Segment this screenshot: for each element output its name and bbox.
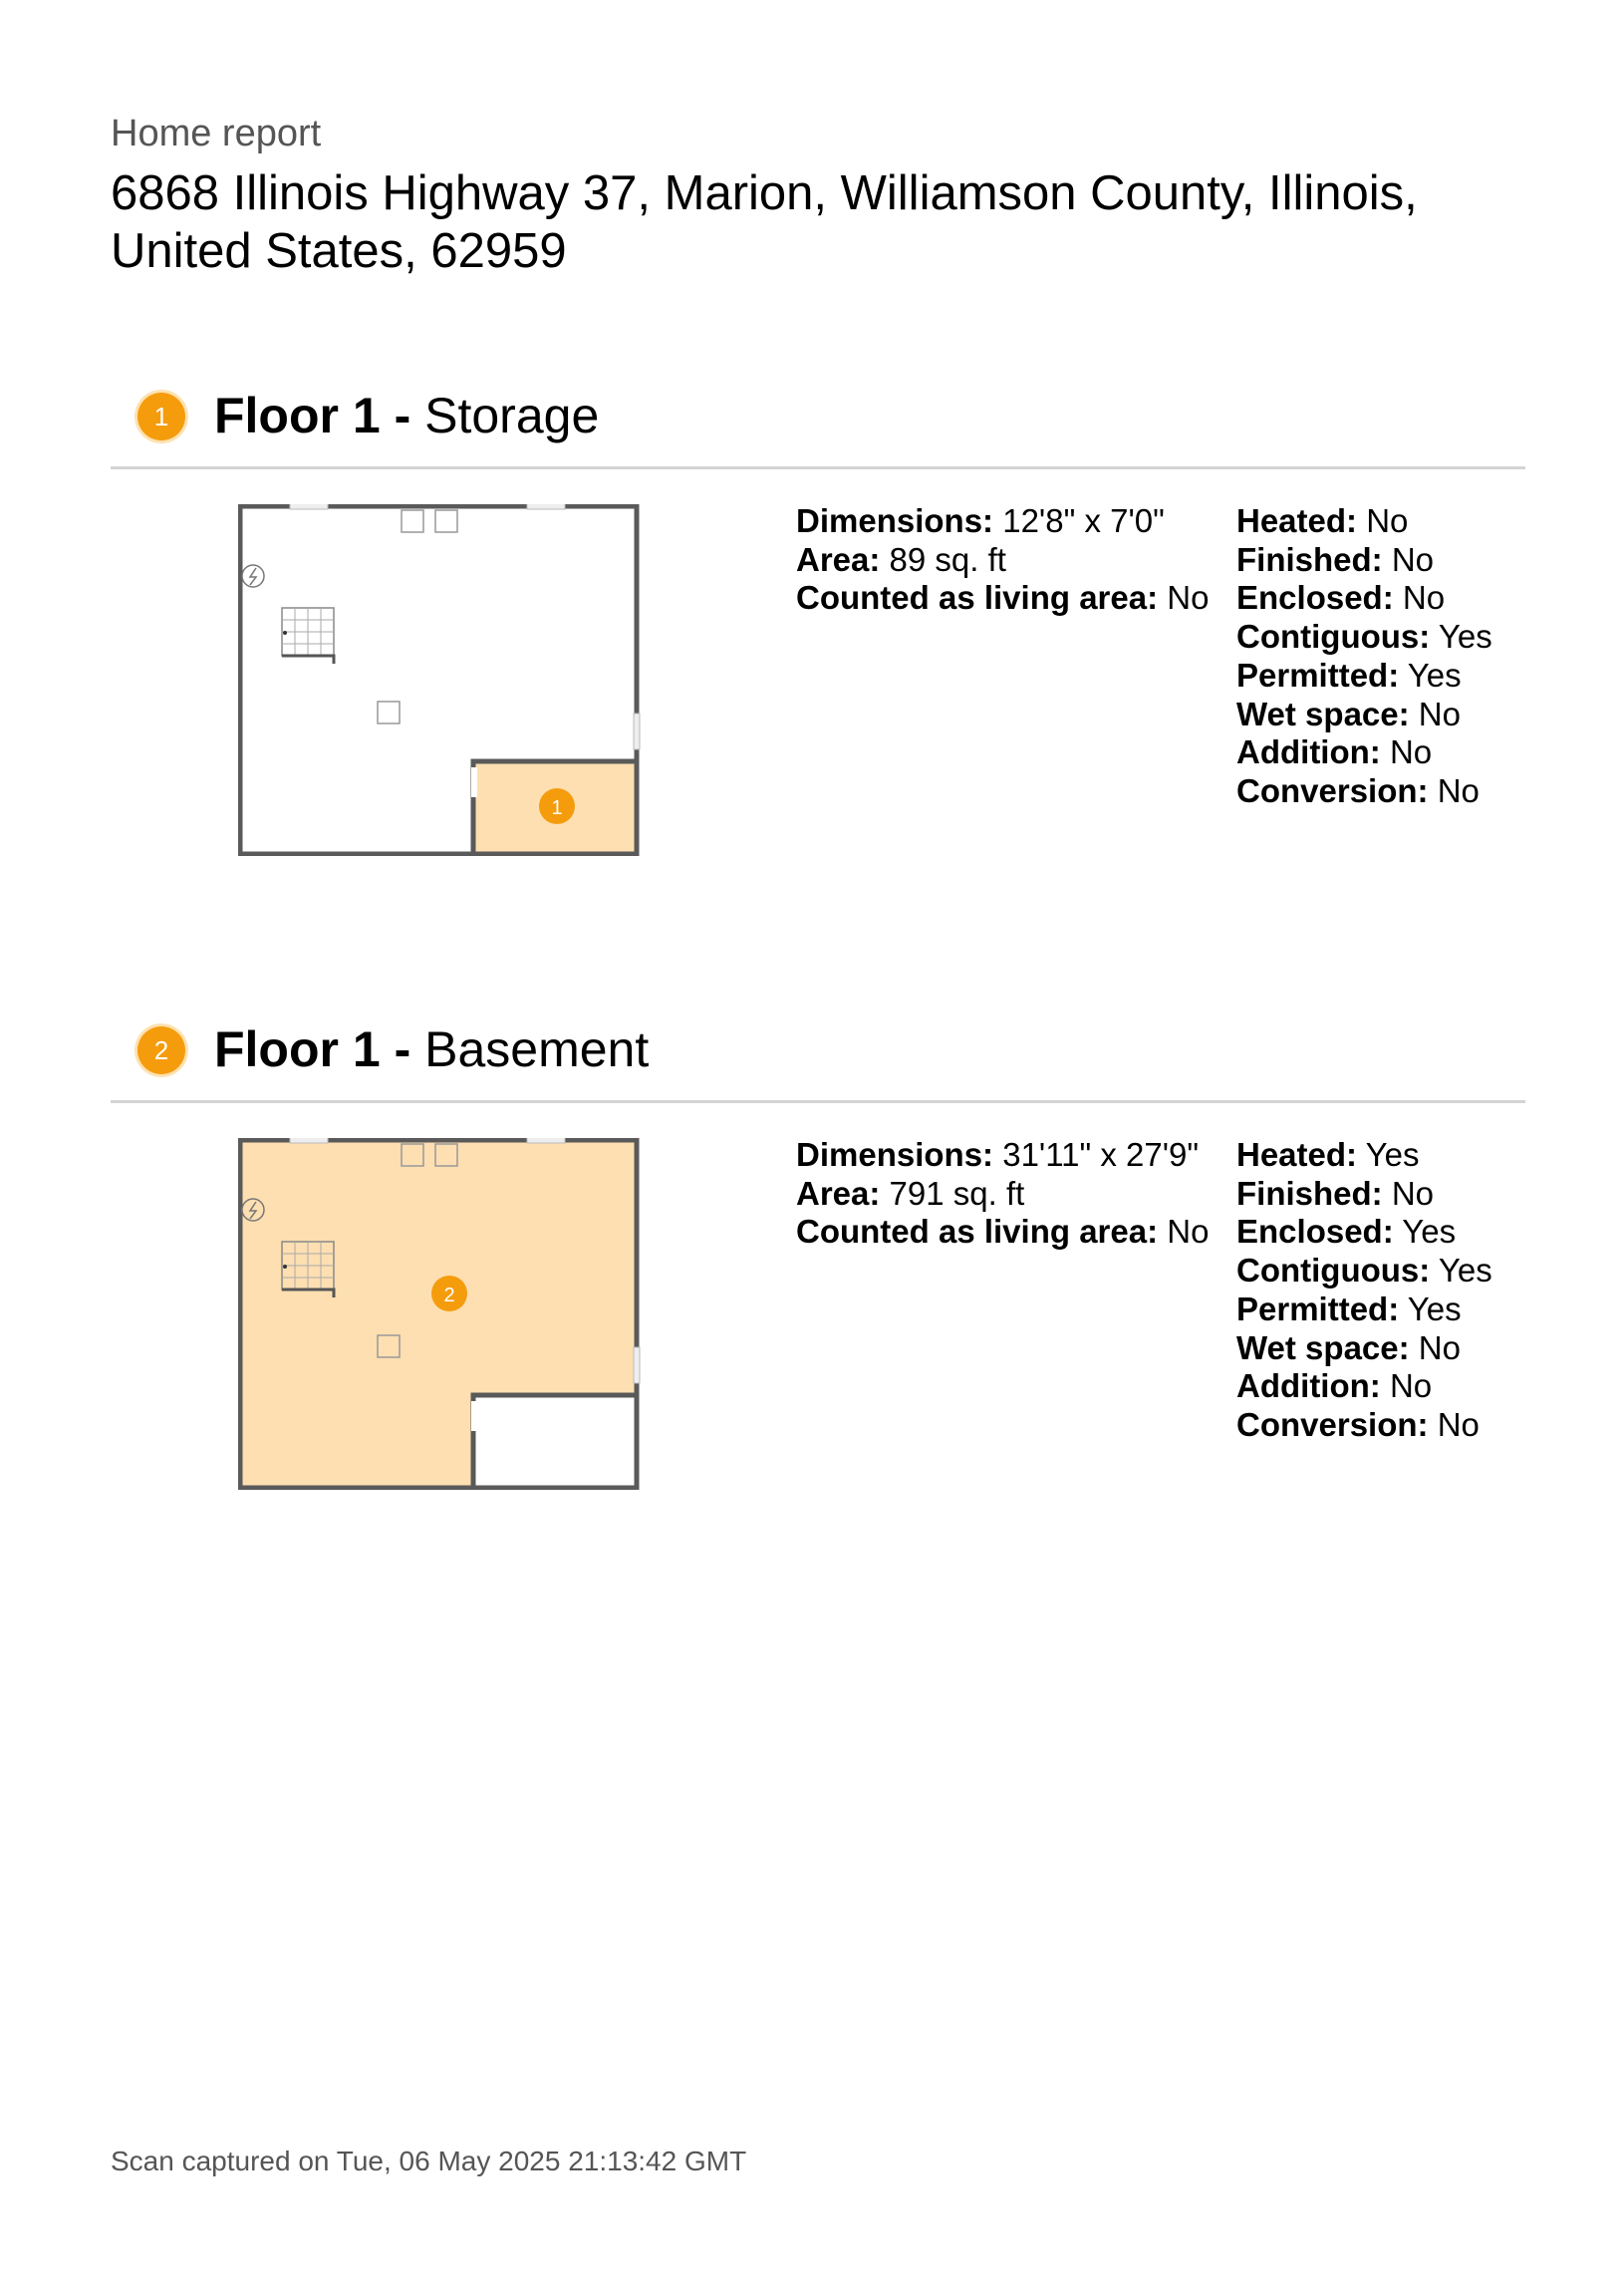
plan-room-badge: [431, 1276, 467, 1311]
floor-label: Floor 1: [214, 388, 381, 443]
fixture-box: [435, 1144, 457, 1166]
details-primary: [796, 502, 1209, 618]
detail-value: Yes: [1438, 1252, 1492, 1290]
stairs-icon: [282, 1242, 334, 1297]
room-section-storage: [111, 379, 1525, 819]
detail-label: Contiguous:: [1236, 1252, 1431, 1290]
window-left: [290, 1138, 328, 1143]
detail-dimensions: [796, 1136, 1209, 1175]
room-name: Basement: [424, 1021, 650, 1077]
detail-heated: [1236, 502, 1492, 541]
section-title: [214, 1016, 649, 1082]
plan-room-badge: [539, 788, 575, 824]
title-separator: -: [380, 388, 425, 443]
detail-value: No: [1437, 1405, 1480, 1443]
detail-enclosed: [1236, 579, 1492, 618]
section-divider: [111, 1100, 1525, 1103]
window-right: [527, 1138, 565, 1143]
detail-label: Heated:: [1236, 502, 1358, 539]
detail-label: Counted as living area:: [796, 579, 1159, 617]
detail-label: Addition:: [1236, 733, 1381, 771]
detail-value: No: [1167, 579, 1210, 617]
detail-label: Heated:: [1236, 1136, 1358, 1173]
detail-value: No: [1391, 1174, 1435, 1212]
detail-heated: [1236, 1136, 1492, 1175]
detail-value: No: [1366, 502, 1409, 539]
details-attributes: [1236, 502, 1492, 811]
detail-living-area: [796, 1213, 1209, 1252]
detail-label: Dimensions:: [796, 1136, 994, 1173]
detail-area: [796, 541, 1209, 580]
plan-badge-text: 2: [443, 1285, 455, 1306]
window-side: [634, 1347, 640, 1383]
storage-door: [471, 767, 477, 797]
fixture-box: [378, 1335, 400, 1357]
detail-finished: [1236, 1175, 1492, 1214]
section-header: [111, 379, 1525, 458]
detail-area: [796, 1175, 1209, 1214]
section-title: [214, 383, 599, 448]
detail-label: Area:: [796, 1174, 881, 1212]
room-name: Storage: [424, 388, 600, 443]
detail-label: Area:: [796, 540, 881, 578]
detail-label: Conversion:: [1236, 1405, 1429, 1443]
detail-label: Enclosed:: [1236, 1213, 1394, 1251]
electrical-panel-icon: [242, 565, 264, 587]
detail-living-area: [796, 579, 1209, 618]
detail-addition: [1236, 1367, 1492, 1406]
detail-value: 791 sq. ft: [889, 1174, 1025, 1212]
window-side: [634, 714, 640, 749]
detail-value: Yes: [1402, 1213, 1457, 1251]
detail-value: No: [1389, 1367, 1433, 1405]
fixture-box: [378, 702, 400, 723]
detail-value: No: [1418, 1328, 1461, 1366]
detail-label: Conversion:: [1236, 771, 1429, 809]
stairs-icon: [282, 608, 334, 664]
detail-dimensions: [796, 502, 1209, 541]
plan-badge-text: 1: [551, 797, 563, 819]
detail-label: Finished:: [1236, 540, 1383, 578]
detail-value: Yes: [1407, 1290, 1462, 1327]
fixture-box: [435, 510, 457, 532]
section-number-badge: 2: [137, 1026, 185, 1074]
detail-contiguous: [1236, 1252, 1492, 1291]
detail-label: Wet space:: [1236, 695, 1410, 732]
address-title: 6868 Illinois Highway 37, Marion, Williamson County, Illinois, United States, 62959: [111, 166, 1418, 278]
report-label: Home report: [111, 113, 322, 154]
floor-plan-svg: [238, 1138, 641, 1490]
detail-label: Dimensions:: [796, 502, 994, 539]
section-divider: [111, 466, 1525, 469]
details-attributes: [1236, 1136, 1492, 1445]
detail-value: No: [1437, 771, 1480, 809]
floor-plan-svg: [238, 504, 641, 856]
storage-area: [473, 1395, 637, 1486]
detail-label: Permitted:: [1236, 1290, 1400, 1327]
detail-value: Yes: [1438, 618, 1492, 656]
detail-label: Addition:: [1236, 1367, 1381, 1405]
detail-label: Contiguous:: [1236, 618, 1431, 656]
detail-label: Finished:: [1236, 1174, 1383, 1212]
detail-permitted: [1236, 657, 1492, 696]
window-left: [290, 504, 328, 509]
room-section-basement: [111, 1012, 1525, 1443]
storage-door: [471, 1401, 477, 1431]
detail-label: Wet space:: [1236, 1328, 1410, 1366]
scan-captured-footer: Scan captured on Tue, 06 May 2025 21:13:42 GMT: [111, 2146, 747, 2176]
detail-value: No: [1391, 540, 1435, 578]
floor-plan: [238, 504, 641, 856]
detail-finished: [1236, 541, 1492, 580]
detail-value: No: [1402, 579, 1446, 617]
detail-value: Yes: [1407, 656, 1462, 694]
fixture-box: [402, 510, 423, 532]
details-primary: [796, 1136, 1209, 1252]
detail-value: No: [1418, 695, 1461, 732]
section-number-badge: 1: [137, 393, 185, 440]
detail-value: 89 sq. ft: [889, 540, 1006, 578]
detail-enclosed: [1236, 1213, 1492, 1252]
detail-conversion: [1236, 1406, 1492, 1445]
detail-value: 31'11" x 27'9": [1002, 1136, 1200, 1173]
detail-value: No: [1167, 1213, 1210, 1251]
detail-addition: [1236, 733, 1492, 772]
detail-permitted: [1236, 1291, 1492, 1329]
fixture-box: [402, 1144, 423, 1166]
detail-value: 12'8" x 7'0": [1002, 502, 1165, 539]
section-header: [111, 1012, 1525, 1092]
window-right: [527, 504, 565, 509]
floor-label: Floor 1: [214, 1021, 381, 1077]
floor-plan: [238, 1138, 641, 1490]
detail-wet-space: [1236, 1329, 1492, 1368]
detail-value: Yes: [1365, 1136, 1420, 1173]
detail-label: Permitted:: [1236, 656, 1400, 694]
electrical-panel-icon: [242, 1199, 264, 1221]
detail-wet-space: [1236, 696, 1492, 734]
detail-conversion: [1236, 772, 1492, 811]
detail-value: No: [1389, 733, 1433, 771]
detail-label: Enclosed:: [1236, 579, 1394, 617]
title-separator: -: [380, 1021, 425, 1077]
detail-label: Counted as living area:: [796, 1213, 1159, 1251]
detail-contiguous: [1236, 618, 1492, 657]
